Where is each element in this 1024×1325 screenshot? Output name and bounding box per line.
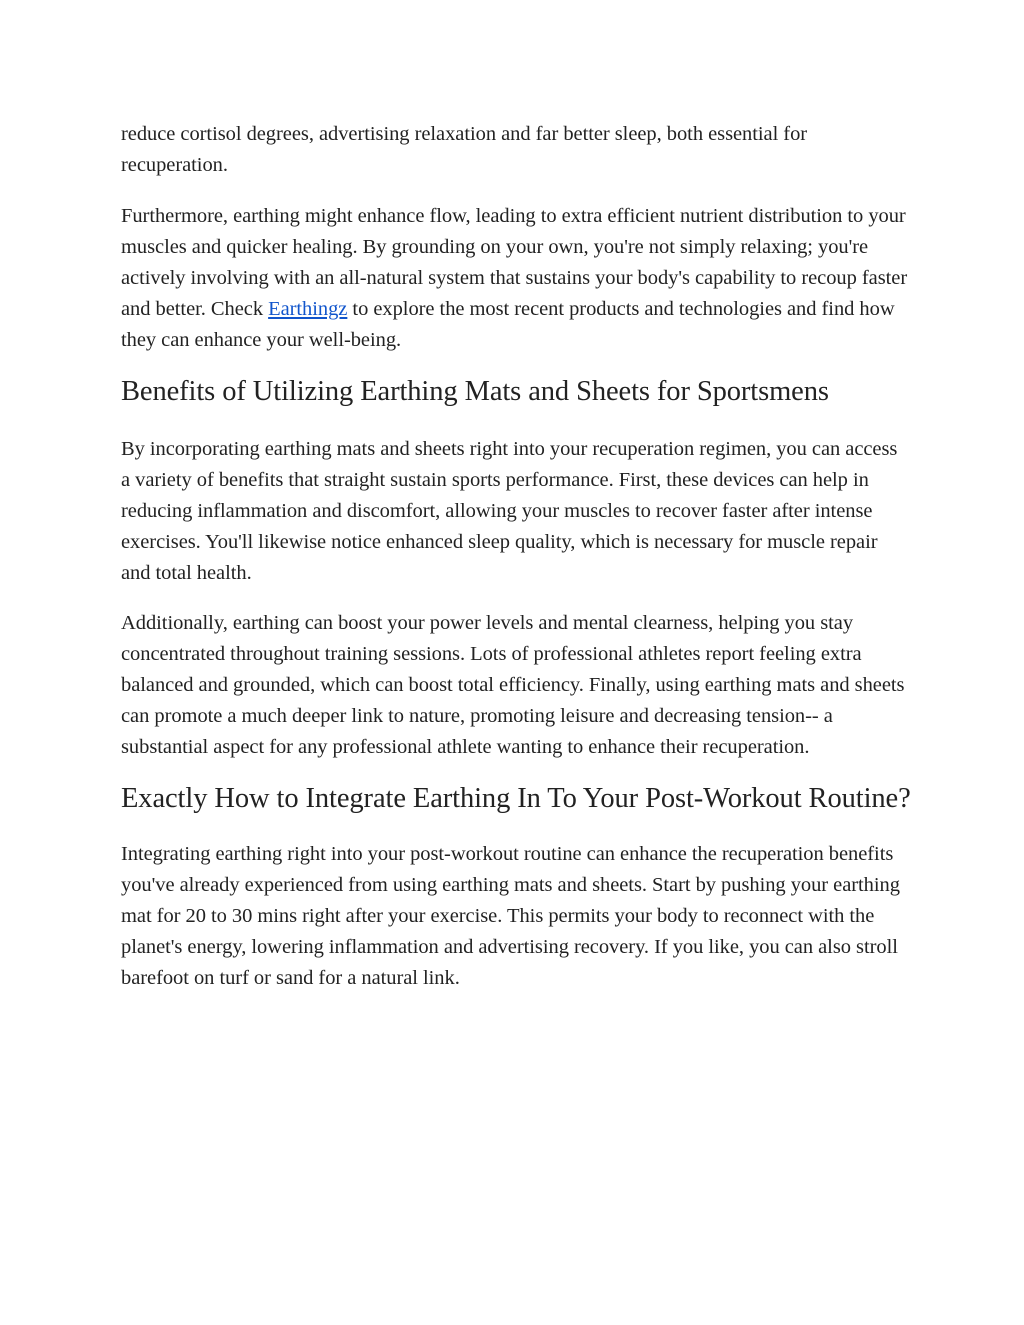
heading-post-workout: Exactly How to Integrate Earthing In To Your Post-Workout Routine? (121, 783, 911, 814)
earthingz-link[interactable]: Earthingz (268, 298, 348, 320)
paragraph-circulation (121, 201, 911, 356)
paragraph-benefits: By incorporating earthing mats and sheets right into your recuperation regimen, you can access a variety of benefits that straight sustain sports performance. First, these devices can help in reducing inflammation and discomfort, allowing your muscles to recover faster after intense exercises. You'll likewise notice enhanced sleep quality, which is necessary for muscle repair and total health. (121, 438, 898, 584)
paragraph-energy-levels: Additionally, earthing can boost your power levels and mental clearness, helping you stay concentrated throughout training sessions. Lots of professional athletes report feeling extra balanced and grounded, which can boost total efficiency. Finally, using earthing mats and sheets can promote a much deeper link to nature, promoting leisure and decreasing tension-- a substantial aspect for any professional athlete wanting to enhance their recuperation. (121, 612, 905, 758)
document-page (121, 119, 911, 1012)
paragraph-circulation-text-after-link: to explore the most recent products and technologies and find how they can enhance your well-being. (121, 298, 895, 351)
paragraph-cortisol: reduce cortisol degrees, advertising relaxation and far better sleep, both essential for recuperation. (121, 123, 808, 176)
paragraph-circulation-text-before-link: Furthermore, earthing might enhance flow, leading to extra efficient nutrient distribution to your muscles and quicker healing. By grounding on your own, you're not simply relaxing; you're actively involving with an all-natural system that sustains your body's capability to recoup faster and better. Check (121, 205, 908, 320)
paragraph-post-workout: Integrating earthing right into your post-workout routine can enhance the recuperation benefits you've already experienced from using earthing mats and sheets. Start by pushing your earthing mat for 20 to 30 mins right after your exercise. This permits your body to reconnect with the planet's energy, lowering inflammation and advertising recovery. If you like, you can also stroll barefoot on turf or sand for a natural link. (121, 843, 900, 989)
heading-benefits: Benefits of Utilizing Earthing Mats and Sheets for Sportsmens (121, 376, 829, 407)
